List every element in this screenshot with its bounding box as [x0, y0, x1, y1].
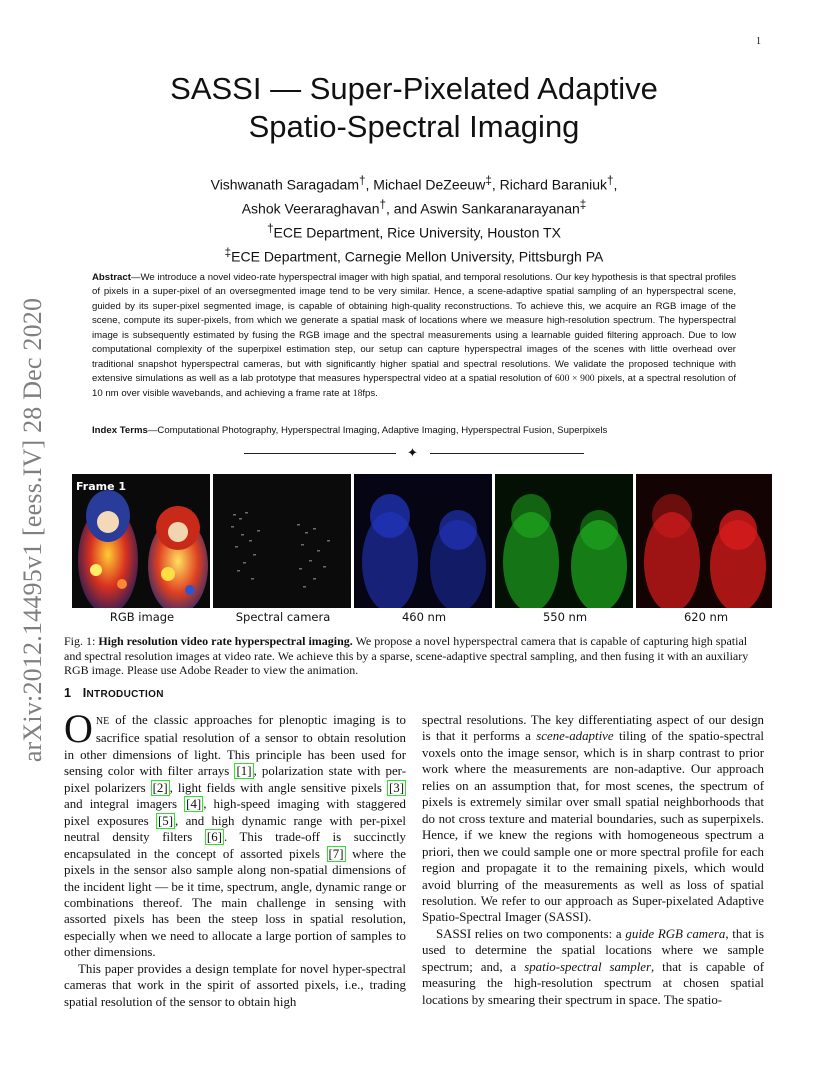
spectral-stripes-picture — [213, 474, 351, 608]
author-name: Michael DeZeeuw — [373, 176, 486, 193]
spectral-camera-panel — [213, 474, 351, 608]
citation-link[interactable]: [5] — [158, 813, 174, 828]
caption-550nm: 550 nm — [542, 610, 588, 624]
body-column-left — [64, 706, 406, 1010]
figure-caption — [64, 634, 764, 678]
emphasis-guide-rgb-camera: guide RGB camera — [625, 926, 726, 941]
author-line-2: Ashok Veeraraghavan†, and Aswin Sankaranarayanan‡ — [241, 198, 587, 217]
ddagger-mark: ‡ — [485, 174, 492, 187]
dagger-mark: † — [359, 174, 366, 187]
red-band-picture — [636, 474, 772, 608]
author-name: Ashok Veeraraghavan — [241, 200, 380, 217]
ddagger-mark: ‡ — [224, 246, 232, 260]
author-line-1: Vishwanath Saragadam†, Michael DeZeeuw‡, Richard Baraniuk†, — [210, 174, 618, 193]
section-heading-introduction — [64, 686, 164, 700]
citation-link[interactable]: [7] — [328, 846, 344, 861]
section-separator — [244, 446, 584, 460]
ddagger-mark: ‡ — [579, 198, 587, 212]
rgb-image-panel — [72, 474, 210, 608]
emphasis-scene-adaptive: scene-adaptive — [536, 729, 614, 744]
figure-caption-text: We propose a novel hyperspectral camera that is capable of capturing high spatial and spectral resolution images at video rate. We achieve this by a sparse, scene-adaptive spectral sampling, and then fusing it with an auxiliary RGB image. Please use Adobe Reader to view the animation. — [64, 634, 749, 678]
citation-link[interactable]: [4] — [186, 797, 202, 812]
body-column-right — [422, 712, 764, 1008]
caption-rgb-image: RGB image — [109, 610, 175, 624]
index-terms — [92, 425, 736, 436]
author-block — [100, 171, 728, 268]
caption-460nm: 460 nm — [401, 610, 447, 624]
fps-value: 18 — [352, 387, 363, 399]
band-460nm-panel — [354, 474, 492, 608]
emphasis-spatio-spectral-sampler: spatio-spectral sampler — [524, 959, 652, 974]
section-title-rest: NTRODUCTION — [86, 689, 164, 700]
resolution-value: 600 × 900 — [554, 373, 595, 385]
index-terms-label: Index Terms — [92, 425, 148, 436]
arxiv-identifier: arXiv:2012.14495v1 [eess.IV] 28 Dec 2020 — [18, 297, 47, 763]
abstract-label: Abstract — [92, 272, 131, 283]
intro-paragraph-1: ONE of the classic approaches for plenoptic imaging is to sacrifice spatial resolution of a sensor to obtain resolution in other dimensions of light. This principle has been used for sensing color with filter arrays [1] , polarization state with per-pixel polarizers [2] , light fields with angle sensitive pixels [3] and integral imagers [4] , high-speed imaging with staggered pixel exposures [5] , and high dynamic range with per-pixel neutral density filters [6] . This trade-off is succinctly encapsulated in the concept of assorted pixels [7] where the pixels in the sensor also sample along non-spatial dimensions of the incident light — be it time, spectrum, angle, dynamic range or combinations thereof. The main challenge in sensing with assorted pixels has been the steep loss in spatial resolution, especially when we need to allocate a large portion of samples to other dimensions. — [64, 706, 406, 960]
citation-link[interactable]: [3] — [388, 780, 404, 795]
dagger-mark: † — [267, 222, 274, 236]
separator-line-left — [244, 453, 396, 454]
separator-line-right — [430, 453, 584, 454]
figure-panel-captions — [72, 610, 772, 626]
intro-paragraph-3: spectral resolutions. The key differentiating aspect of our design is that it performs a scene-adaptive tiling of the spatio-spectral voxels onto the image sensor, which is in sharp contrast to prior work where the measurements are non-adaptive. Our approach relies on an assumption that, for most scenes, the spectrum of pixels is extremely similar over small spatial neighborhoods that do not cross texture and material boundaries, such as superpixels. Hence, if we knew the regions with homogeneous spectrum a priori, then we could sample one or more spectral profile for each region and propagate it to the remaining pixels, which would avoid blurring of the measurements as well as loss of spatial resolution. We refer to our approach as Super-pixelated Adaptive Spatio-Spectral Imager (SASSI). — [422, 713, 764, 925]
abstract-text: —We introduce a novel video-rate hyperspectral imager with high spatial, and temporal resolutions. Our key hypothesis is that spectral profiles of pixels in a super-pixel of an oversegmented image tend to be very similar. Hence, a scene-adaptive spatial sampling of an hyperspectral scene, guided by its super-pixel segmented image, is capable of obtaining high-quality reconstructions. To achieve this, we acquire an RGB image of the scene, compute its super-pixels, from which we generate a spatial mask of locations where we measure high-resolution spectrum. The hyperspectral image is subsequently estimated by fusing the RGB image and the spectral measurements using a learnable guided filtering approach. Due to low computational complexity of the superpixel estimation step, our setup can capture hyperspectral images of the scenes with little overhead over traditional snapshot hyperspectral cameras, but with significantly higher spatial and spectral resolutions. We validate the proposed technique with extensive simulations as well as a lab prototype that measures hyperspectral video at a spatial resolution of — [92, 272, 736, 385]
title-line-2: Spatio-Spectral Imaging — [248, 109, 580, 144]
author-name: Vishwanath Saragadam — [210, 176, 360, 193]
section-number: 1 — [64, 686, 72, 700]
band-550nm-panel — [495, 474, 633, 608]
band-620nm-panel — [636, 474, 772, 608]
caption-620nm: 620 nm — [683, 610, 729, 624]
rgb-dolls-picture — [72, 474, 210, 608]
arxiv-side-stamp — [8, 280, 58, 780]
affiliation-2: ‡ECE Department, Carnegie Mellon University, Pittsburgh PA — [224, 246, 604, 266]
author-name: Aswin Sankaranarayanan — [420, 200, 580, 217]
green-band-picture — [495, 474, 633, 608]
dropcap-letter: O — [64, 706, 93, 751]
citation-link[interactable]: [1] — [236, 764, 252, 779]
abstract: Abstract—We introduce a novel video-rate hyperspectral imager with high spatial, and temporal resolutions. Our key hypothesis is that spectral profiles of pixels in a super-pixel of an oversegmented image tend to be very similar. Hence, a scene-adaptive spatial sampling of an hyperspectral scene, guided by its super-pixel segmented image, is capable of obtaining high-quality reconstructions. To achieve this, we acquire an RGB image of the scene, compute its super-pixels, from which we generate a spatial mask of locations where we measure high-resolution spectrum. The hyperspectral image is subsequently estimated by fusing the RGB image and the spectral measurements using a learnable guided filtering approach. Due to low computational complexity of the superpixel estimation step, our setup can capture hyperspectral images of the scenes with little overhead over traditional snapshot hyperspectral cameras, but with significantly higher spatial and spectral resolutions. We validate the proposed technique with extensive simulations as well as a lab prototype that measures hyperspectral video at a spatial resolution of 600 × 900 pixels, at a spectral resolution of 10 nm over visible wavebands, and achieving a frame rate at 18fps. — [92, 272, 737, 399]
citation-link[interactable]: [6] — [206, 830, 222, 845]
intro-paragraph-4: SASSI relies on two components: a guide RGB camera, that is used to determine the spatial locations where we sample spectrum; and, a spatio-spectral sampler, that is capable of measuring the high-resolution spectrum at chosen spatial locations by smearing their spectrum in space. The spatio- — [422, 926, 764, 1007]
separator-diamond-icon: ✦ — [407, 445, 418, 460]
dagger-mark: † — [607, 174, 614, 187]
intro-paragraph-2: This paper provides a design template for novel hyper-spectral cameras that work in the spirit of assorted pixels, i.e., trading spatial resolution of the sensor to obtain high — [64, 961, 406, 1009]
author-name: Richard Baraniuk — [499, 176, 607, 193]
smallcaps-word: NE — [95, 716, 110, 727]
figure-caption-label: Fig. 1: — [64, 634, 99, 648]
title-line-1: SASSI — Super-Pixelated Adaptive — [170, 71, 658, 106]
figure-1-image-strip — [72, 474, 772, 608]
dagger-mark: † — [379, 198, 386, 212]
index-terms-text: —Computational Photography, Hyperspectral Imaging, Adaptive Imaging, Hyperspectral Fusion, Superpixels — [147, 425, 608, 436]
page-number: 1 — [756, 36, 761, 47]
blue-band-picture — [354, 474, 492, 608]
frame-label: Frame 1 — [76, 480, 127, 493]
section-title-first: I — [82, 686, 87, 700]
figure-caption-bold: High resolution video rate hyperspectral imaging. — [98, 634, 353, 648]
affiliation-1: †ECE Department, Rice University, Houston TX — [267, 222, 561, 241]
caption-spectral-camera: Spectral camera — [235, 610, 331, 624]
citation-link[interactable]: [2] — [152, 780, 168, 795]
paper-title — [100, 70, 728, 146]
